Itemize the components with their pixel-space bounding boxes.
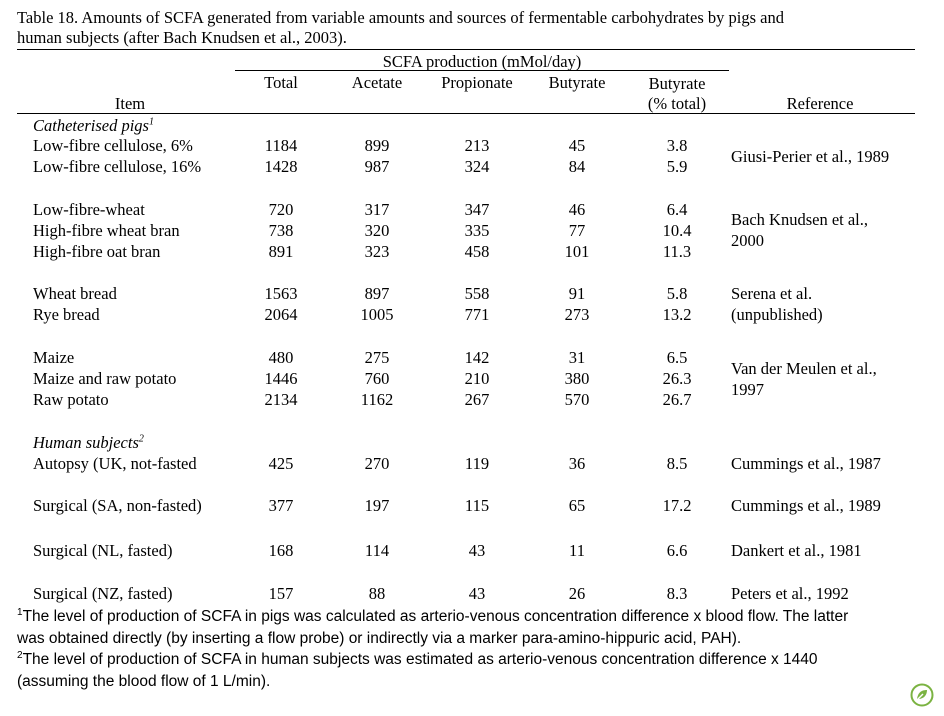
cell-pct: 17.2 (662, 496, 692, 515)
footnote-mark: 1 (17, 606, 23, 618)
cell-acetate: 88 (368, 584, 386, 603)
cell-pct: 6.4 (666, 200, 688, 219)
cell-acetate: 1162 (360, 390, 394, 409)
reference-line-2: (unpublished) (731, 305, 823, 324)
section-label-human: Human subjects$^2$ (33, 433, 144, 452)
footnote-1 (17, 606, 932, 650)
table-caption (17, 8, 917, 48)
cell-total: 157 (268, 584, 294, 603)
cell-acetate: 897 (364, 284, 390, 303)
cell-butyrate: 36 (568, 454, 586, 473)
cell-butyrate: 84 (568, 157, 586, 176)
cell-propionate: 115 (464, 496, 490, 515)
cell-pct: 8.5 (666, 454, 688, 473)
footnote-mark: 2 (138, 433, 144, 445)
reference-line-2: 2000 (731, 231, 764, 250)
cell-butyrate: 570 (564, 390, 590, 409)
top-rule (17, 49, 915, 50)
cell-pct: 26.3 (662, 369, 692, 388)
cell-acetate: 1005 (360, 305, 394, 324)
col-header-reference: Reference (786, 94, 854, 113)
reference-line-2: 1997 (731, 380, 764, 399)
cell-butyrate: 31 (568, 348, 586, 367)
cell-total: 891 (268, 242, 294, 261)
cell-pct: 3.8 (666, 136, 688, 155)
cell-pct: 6.5 (666, 348, 688, 367)
cell-propionate: 210 (464, 369, 490, 388)
cell-propionate: 324 (464, 157, 490, 176)
footnote-1-line-2: was obtained directly (by inserting a flow probe) or indirectly via a marker para-amino-hippuric acid, PAH). (17, 630, 742, 647)
footnote-2-line-2: (assuming the blood flow of 1 L/min). (17, 673, 271, 690)
footnote-mark: 2 (17, 649, 23, 661)
cell-butyrate: 46 (568, 200, 586, 219)
cell-total: 720 (268, 200, 294, 219)
row-item-label: Rye bread (33, 305, 100, 324)
leaf-badge-icon (910, 683, 934, 707)
cell-acetate: 197 (364, 496, 390, 515)
cell-pct: 5.8 (666, 284, 688, 303)
cell-total: 1446 (264, 369, 298, 388)
cell-pct: 13.2 (662, 305, 692, 324)
footnote-1-line-1: The level of production of SCFA in pigs was calculated as arterio-venous concentration difference x blood flow. The latter (22, 608, 849, 625)
caption-line-2: human subjects (after Bach Knudsen et al., 2003). (17, 28, 347, 47)
col-header-total: Total (264, 73, 298, 92)
cell-butyrate: 380 (564, 369, 590, 388)
cell-butyrate: 77 (568, 221, 586, 240)
cell-propionate: 43 (468, 541, 486, 560)
row-item-label: Low-fibre-wheat (33, 200, 145, 219)
col-header-item: Item (114, 94, 146, 113)
cell-propionate: 771 (464, 305, 490, 324)
col-header-butyrate-pct-1: Butyrate (648, 74, 706, 93)
cell-butyrate: 273 (564, 305, 590, 324)
row-item-label: High-fibre oat bran (33, 242, 161, 261)
cell-total: 168 (268, 541, 294, 560)
cell-propionate: 119 (464, 454, 490, 473)
caption-line-1: Table 18. Amounts of SCFA generated from variable amounts and sources of fermentable carbohydrates by pigs and (17, 8, 784, 27)
header-bottom-rule (17, 113, 915, 114)
cell-acetate: 899 (364, 136, 390, 155)
cell-pct: 8.3 (666, 584, 688, 603)
row-item-label: High-fibre wheat bran (33, 221, 180, 240)
reference-line-1: Peters et al., 1992 (731, 584, 849, 603)
cell-pct: 6.6 (666, 541, 688, 560)
reference-line-1: Cummings et al., 1987 (731, 454, 881, 473)
footnote-2 (17, 649, 932, 693)
row-item-label: Surgical (NL, fasted) (33, 541, 173, 560)
cell-total: 1428 (264, 157, 298, 176)
row-item-label: Low-fibre cellulose, 16% (33, 157, 202, 176)
cell-propionate: 142 (464, 348, 490, 367)
row-item-label: Surgical (SA, non-fasted) (33, 496, 202, 515)
section-label-pigs: Catheterised pigs$^1$ (33, 116, 154, 135)
reference-line-1: Dankert et al., 1981 (731, 541, 862, 560)
footnote-2-line-1: The level of production of SCFA in human subjects was estimated as arterio-venous concentration difference x 1440 (22, 651, 818, 668)
cell-butyrate: 45 (568, 136, 586, 155)
cell-propionate: 267 (464, 390, 490, 409)
cell-propionate: 347 (464, 200, 490, 219)
cell-acetate: 270 (364, 454, 390, 473)
row-item-label: Low-fibre cellulose, 6% (33, 136, 193, 155)
row-item-label: Maize (33, 348, 75, 367)
cell-acetate: 323 (364, 242, 390, 261)
cell-butyrate: 101 (564, 242, 590, 261)
col-header-butyrate: Butyrate (548, 73, 606, 92)
cell-butyrate: 26 (568, 584, 586, 603)
reference-line-1: Cummings et al., 1989 (731, 496, 881, 515)
row-item-label: Surgical (NZ, fasted) (33, 584, 173, 603)
cell-pct: 5.9 (666, 157, 688, 176)
cell-propionate: 458 (464, 242, 490, 261)
cell-butyrate: 91 (568, 284, 586, 303)
cell-total: 2064 (264, 305, 298, 324)
col-header-acetate: Acetate (351, 73, 403, 92)
reference-line-1: Van der Meulen et al., (731, 359, 877, 378)
cell-acetate: 760 (364, 369, 390, 388)
cell-propionate: 213 (464, 136, 490, 155)
reference-line-1: Bach Knudsen et al., (731, 210, 869, 229)
group-header-label: SCFA production (mMol/day) (382, 52, 582, 71)
cell-acetate: 275 (364, 348, 390, 367)
row-item-label: Raw potato (33, 390, 109, 409)
cell-total: 738 (268, 221, 294, 240)
reference-line-1: Serena et al. (731, 284, 813, 303)
cell-propionate: 558 (464, 284, 490, 303)
cell-propionate: 335 (464, 221, 490, 240)
cell-total: 1184 (264, 136, 298, 155)
cell-acetate: 317 (364, 200, 390, 219)
row-item-label: Maize and raw potato (33, 369, 177, 388)
cell-acetate: 320 (364, 221, 390, 240)
cell-pct: 11.3 (662, 242, 692, 261)
cell-total: 480 (268, 348, 294, 367)
cell-propionate: 43 (468, 584, 486, 603)
cell-acetate: 987 (364, 157, 390, 176)
cell-acetate: 114 (364, 541, 390, 560)
row-item-label: Wheat bread (33, 284, 117, 303)
cell-total: 377 (268, 496, 294, 515)
col-header-propionate: Propionate (441, 73, 513, 92)
cell-pct: 10.4 (662, 221, 692, 240)
cell-total: 425 (268, 454, 294, 473)
cell-butyrate: 65 (568, 496, 586, 515)
reference-line-1: Giusi-Perier et al., 1989 (731, 147, 890, 166)
col-header-butyrate-pct-2: (% total) (647, 94, 707, 113)
footnote-mark: 1 (148, 116, 154, 128)
cell-total: 1563 (264, 284, 298, 303)
cell-butyrate: 11 (569, 541, 585, 560)
cell-total: 2134 (264, 390, 298, 409)
row-item-label: Autopsy (UK, not-fasted (33, 454, 197, 473)
cell-pct: 26.7 (662, 390, 692, 409)
